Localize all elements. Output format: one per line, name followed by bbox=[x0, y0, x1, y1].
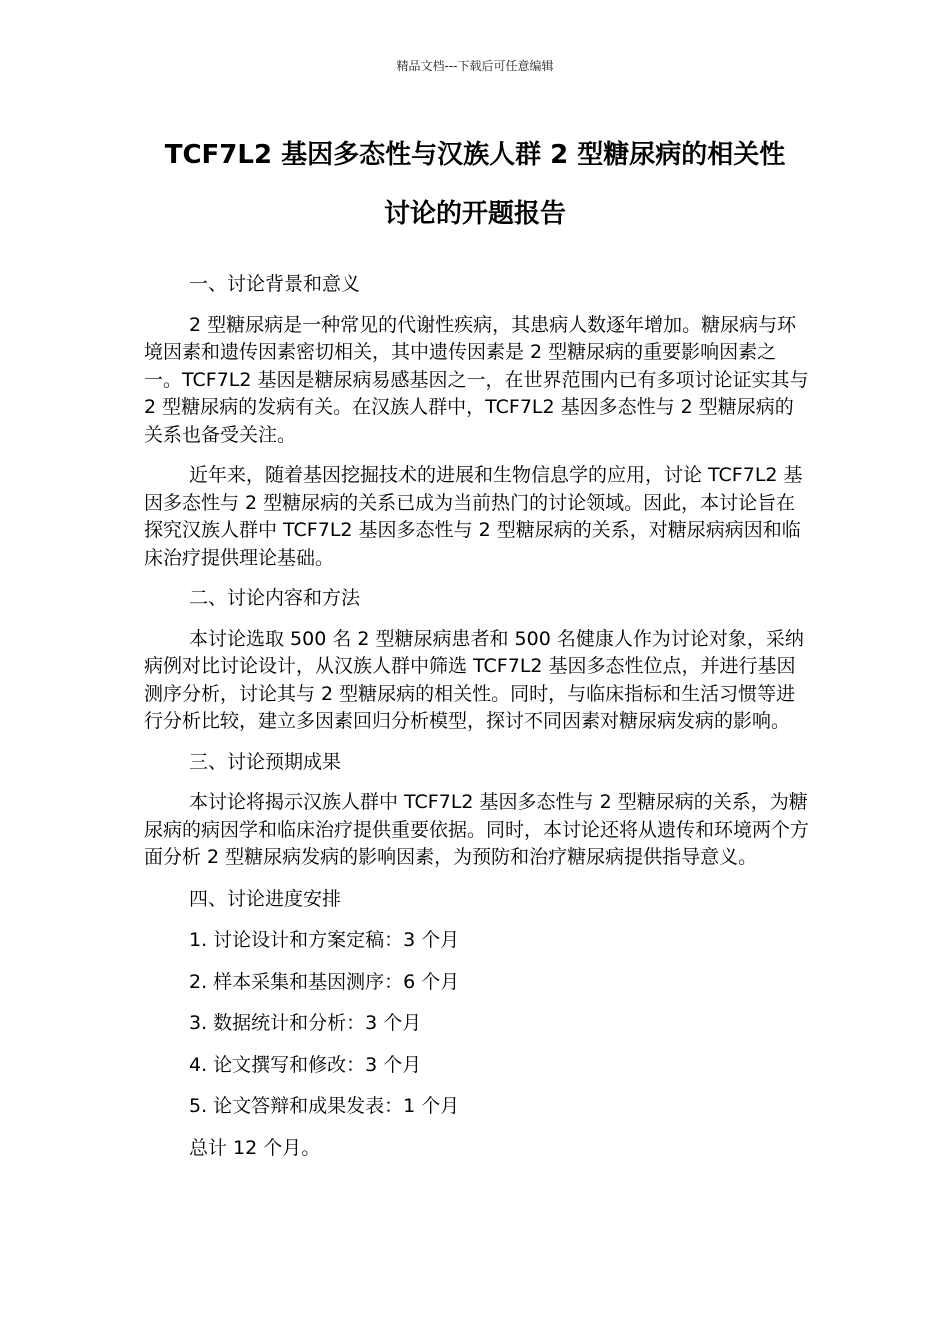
paragraph-background-1: 2 型糖尿病是一种常见的代谢性疾病，其患病人数逐年增加。糖尿病与环境因素和遗传因素密切相关，其中遗传因素是 2 型糖尿病的重要影响因素之一。TCF7L2 基因是糖尿病易感基因之一，在世界范围内已有多项讨论证实其与 2 型糖尿病的发病有关。在汉族人群中，TCF7L2 基因多态性与 2 型糖尿病的关系也备受关注。 bbox=[144, 313, 809, 446]
schedule-item: 4. 论文撰写和修改：3 个月 bbox=[189, 1053, 422, 1076]
document-body bbox=[144, 271, 810, 1162]
page-header-note: 精品文档---下载后可任意编辑 bbox=[396, 59, 554, 73]
paragraph-background-2: 近年来，随着基因挖掘技术的进展和生物信息学的应用，讨论 TCF7L2 基因多态性与 2 型糖尿病的关系已成为当前热门的讨论领域。因此，本讨论旨在探究汉族人群中 TCF7L2 基因多态性与 2 型糖尿病的关系，对糖尿病病因和临床治疗提供理论基础。 bbox=[144, 464, 803, 569]
section-heading-schedule: 四、讨论进度安排 bbox=[189, 887, 342, 910]
document-title-line-1: TCF7L2 基因多态性与汉族人群 2 型糖尿病的相关性 bbox=[164, 140, 786, 170]
document-title-line-2: 讨论的开题报告 bbox=[383, 199, 566, 229]
schedule-item: 2. 样本采集和基因测序：6 个月 bbox=[189, 970, 460, 993]
schedule-item: 3. 数据统计和分析：3 个月 bbox=[189, 1012, 422, 1034]
schedule-total: 总计 12 个月。 bbox=[189, 1136, 321, 1159]
schedule-item: 5. 论文答辩和成果发表：1 个月 bbox=[189, 1095, 460, 1117]
paragraph-methods: 本讨论选取 500 名 2 型糖尿病患者和 500 名健康人作为讨论对象，采纳病例对比讨论设计，从汉族人群中筛选 TCF7L2 基因多态性位点，并进行基因测序分析，讨论其与 2 型糖尿病的相关性。同时，与临床指标和生活习惯等进行分析比较，建立多因素回归分析模型，探讨不同因素对糖尿病发病的影响。 bbox=[144, 627, 804, 732]
schedule-item: 1. 讨论设计和方案定稿：3 个月 bbox=[189, 929, 460, 951]
section-heading-background: 一、讨论背景和意义 bbox=[189, 273, 361, 295]
paragraph-outcomes: 本讨论将揭示汉族人群中 TCF7L2 基因多态性与 2 型糖尿病的关系，为糖尿病的病因学和临床治疗提供重要依据。同时，本讨论还将从遗传和环境两个方面分析 2 型糖尿病发病的影响因素，为预防和治疗糖尿病提供指导意义。 bbox=[144, 791, 810, 868]
section-heading-methods: 二、讨论内容和方法 bbox=[189, 587, 361, 609]
section-heading-outcomes: 三、讨论预期成果 bbox=[189, 750, 342, 773]
